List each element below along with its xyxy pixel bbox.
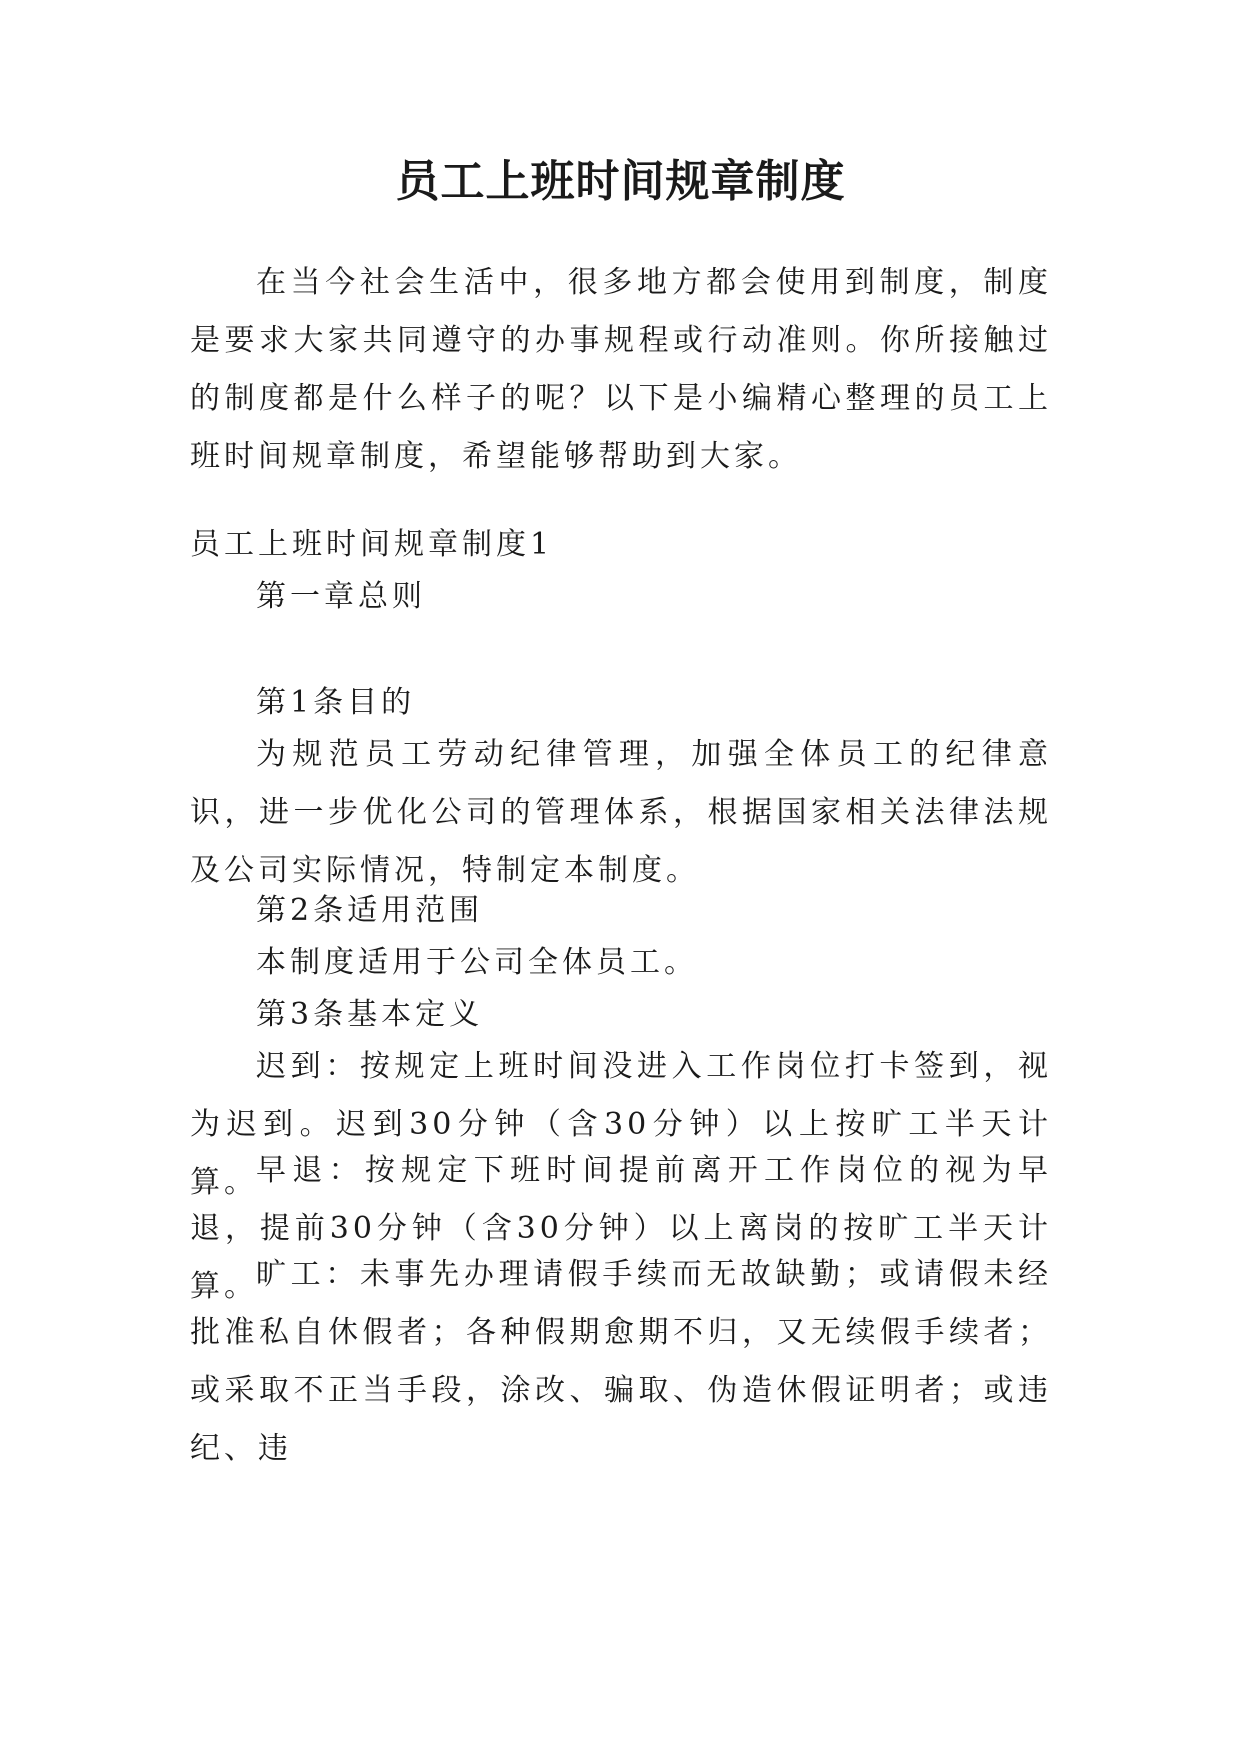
article-1-heading: 第1条目的 — [256, 685, 416, 720]
definition-leave-early: 早退：按规定下班时间提前离开工作岗位的视为早退，提前30分钟（含30分钟）以上离岗的按旷工半天计算。 — [190, 1153, 1052, 1304]
article-1-body: 为规范员工劳动纪律管理，加强全体员工的纪律意识，进一步优化公司的管理体系，根据国家相关法律法规及公司实际情况，特制定本制度。 — [190, 737, 1052, 888]
definition-absence: 旷工：未事先办理请假手续而无故缺勤；或请假未经批准私自休假者；各种假期愈期不归，又无续假手续者；或采取不正当手段，涂改、骗取、伪造休假证明者；或违纪、违 — [190, 1257, 1052, 1466]
intro-paragraph: 在当今社会生活中，很多地方都会使用到制度，制度是要求大家共同遵守的办事规程或行动准则。你所接触过的制度都是什么样子的呢？以下是小编精心整理的员工上班时间规章制度，希望能够帮助到大家。 — [190, 265, 1052, 474]
article-2-heading: 第2条适用范围 — [256, 893, 484, 928]
chapter-heading: 第一章总则 — [256, 579, 426, 614]
article-3-heading: 第3条基本定义 — [256, 997, 484, 1032]
definition-late: 迟到：按规定上班时间没进入工作岗位打卡签到，视为迟到。迟到30分钟（含30分钟）以上按旷工半天计算。 — [190, 1049, 1052, 1200]
article-2-body: 本制度适用于公司全体员工。 — [256, 945, 698, 980]
section-heading: 员工上班时间规章制度1 — [190, 527, 554, 562]
document-title: 员工上班时间规章制度 — [395, 156, 846, 207]
